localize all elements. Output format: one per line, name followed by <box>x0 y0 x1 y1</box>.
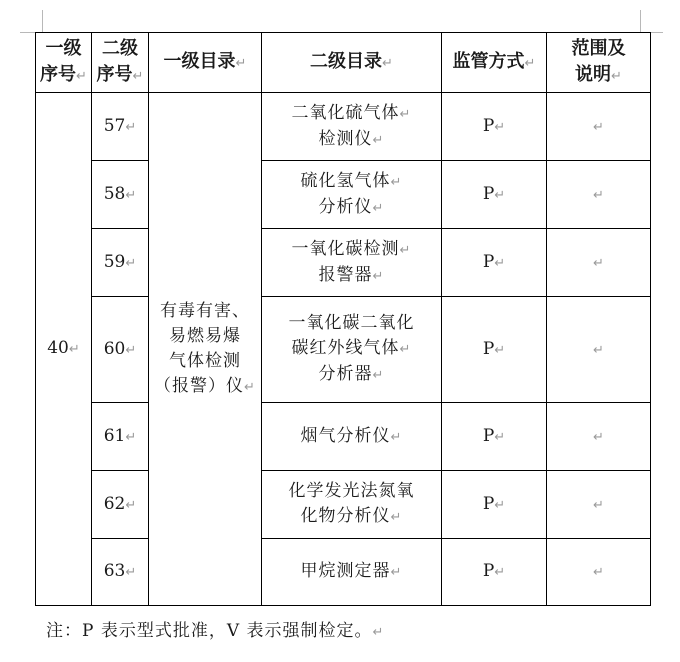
row-scope-cell <box>547 161 651 229</box>
row-mode: P <box>482 561 495 581</box>
row-scope-cell <box>547 93 651 161</box>
header-level1-dir <box>149 33 262 93</box>
paragraph-mark: ↵ <box>125 187 137 203</box>
group-level1-dir-line4: （报警）仪 <box>154 375 245 396</box>
paragraph-mark: ↵ <box>399 106 412 122</box>
paragraph-mark: ↵ <box>68 342 80 357</box>
paragraph-mark: ↵ <box>125 565 137 580</box>
group-level1-dir <box>149 93 262 606</box>
row-mode: P <box>482 183 495 204</box>
group-level1-no <box>36 93 92 606</box>
row-name-cell <box>262 539 442 606</box>
paragraph-mark: ↵ <box>494 187 506 203</box>
crop-mark-top-left-vertical <box>42 10 43 32</box>
paragraph-mark: ↵ <box>372 268 385 284</box>
paragraph-mark: ↵ <box>372 368 385 383</box>
header-level1-no <box>36 33 92 93</box>
paragraph-mark: ↵ <box>372 200 385 216</box>
header-scope <box>547 33 651 93</box>
row-scope-cell <box>547 297 651 403</box>
row-no: 59 <box>103 251 126 272</box>
row-name-line1: 二氧化硫气体 <box>291 102 400 123</box>
header-level1-no-line2: 序号 <box>40 63 77 85</box>
row-mode-cell <box>442 229 547 297</box>
row-mode-cell <box>442 161 547 229</box>
row-mode-cell <box>442 403 547 471</box>
paragraph-mark: ↵ <box>372 625 385 640</box>
row-mode-cell <box>442 471 547 539</box>
paragraph-mark: ↵ <box>494 565 506 580</box>
group-level1-dir-line2: 易燃易爆 <box>169 325 241 346</box>
row-name-line1: 硫化氢气体 <box>300 170 391 191</box>
row-name-cell <box>262 93 442 161</box>
row-no-cell <box>92 539 149 606</box>
row-name-line1: 一氧化碳二氧化 <box>288 313 415 333</box>
header-row <box>36 33 651 93</box>
header-level1-dir-label: 一级目录 <box>163 50 236 72</box>
row-no: 62 <box>103 493 126 514</box>
row-mode: P <box>482 115 495 136</box>
header-level2-no <box>92 33 149 93</box>
row-name-cell <box>262 403 442 471</box>
paragraph-mark: ↵ <box>611 68 622 84</box>
row-mode: P <box>482 338 495 359</box>
row-no-cell <box>92 93 149 161</box>
row-name-line2: 碳红外线气体 <box>291 338 400 358</box>
row-no: 60 <box>103 338 126 359</box>
row-name-cell <box>262 161 442 229</box>
row-mode: P <box>482 251 495 272</box>
header-supervision-label: 监管方式 <box>452 50 525 72</box>
row-name-cell <box>262 297 442 403</box>
header-scope-line1: 范围及 <box>571 37 626 59</box>
header-level1-no-line1: 一级 <box>45 37 82 59</box>
paragraph-mark: ↵ <box>76 68 87 84</box>
row-name-line1: 一氧化碳检测 <box>291 238 400 259</box>
header-level2-no-line2: 序号 <box>96 63 133 85</box>
paragraph-mark: ↵ <box>524 55 536 71</box>
paragraph-mark: ↵ <box>235 55 247 71</box>
table-row <box>36 471 651 539</box>
paragraph-mark: ↵ <box>494 342 506 358</box>
table-row <box>36 403 651 471</box>
row-name-line2: 分析仪 <box>318 196 373 217</box>
group-level1-no-value: 40 <box>47 338 69 358</box>
row-mode: P <box>482 493 495 514</box>
paragraph-mark: ↵ <box>125 429 137 445</box>
paragraph-mark: ↵ <box>593 255 604 271</box>
paragraph-mark: ↵ <box>125 342 137 358</box>
row-name-cell <box>262 229 442 297</box>
catalog-table <box>35 32 651 606</box>
paragraph-mark: ↵ <box>125 497 137 513</box>
table-row <box>36 161 651 229</box>
paragraph-mark: ↵ <box>494 255 506 271</box>
table-footnote <box>46 616 384 641</box>
header-level2-dir-label: 二级目录 <box>310 50 383 72</box>
paragraph-mark: ↵ <box>132 68 144 84</box>
group-level1-dir-line1: 有毒有害、 <box>160 300 250 321</box>
header-scope-line2: 说明 <box>575 63 612 85</box>
paragraph-mark: ↵ <box>399 342 412 357</box>
table-row <box>36 229 651 297</box>
paragraph-mark: ↵ <box>593 187 604 203</box>
row-name-line1: 甲烷测定器 <box>300 561 391 581</box>
paragraph-mark: ↵ <box>494 497 506 513</box>
group-level1-dir-line3: 气体检测 <box>169 350 241 371</box>
paragraph-mark: ↵ <box>593 429 604 445</box>
row-scope-cell <box>547 471 651 539</box>
row-name-cell <box>262 471 442 539</box>
row-name-line2: 报警器 <box>318 264 373 285</box>
paragraph-mark: ↵ <box>390 510 403 525</box>
row-name-line1: 化学发光法氮氧 <box>288 481 415 501</box>
table-row <box>36 297 651 403</box>
row-no-cell <box>92 471 149 539</box>
header-level2-dir <box>262 33 442 93</box>
row-name-line2: 化物分析仪 <box>300 506 391 526</box>
row-mode-cell <box>442 297 547 403</box>
paragraph-mark: ↵ <box>244 379 256 395</box>
table-row <box>36 539 651 606</box>
row-mode-cell <box>442 93 547 161</box>
row-no-cell <box>92 229 149 297</box>
paragraph-mark: ↵ <box>390 429 403 445</box>
paragraph-mark: ↵ <box>382 55 393 71</box>
row-no: 63 <box>103 561 126 581</box>
row-no-cell <box>92 161 149 229</box>
row-scope-cell <box>547 403 651 471</box>
row-name-line3: 分析器 <box>318 364 373 384</box>
row-no-cell <box>92 297 149 403</box>
paragraph-mark: ↵ <box>390 174 403 190</box>
paragraph-mark: ↵ <box>593 119 604 135</box>
row-scope-cell <box>547 229 651 297</box>
paragraph-mark: ↵ <box>399 242 412 258</box>
table-row <box>36 93 651 161</box>
row-scope-cell <box>547 539 651 606</box>
footnote-text: 注：P 表示型式批准，V 表示强制检定。 <box>46 621 373 641</box>
row-no-cell <box>92 403 149 471</box>
paragraph-mark: ↵ <box>593 342 604 358</box>
paragraph-mark: ↵ <box>390 565 403 580</box>
crop-mark-top-right-vertical <box>640 10 641 32</box>
row-name-line2: 检测仪 <box>318 128 373 149</box>
paragraph-mark: ↵ <box>494 119 506 135</box>
row-mode: P <box>482 425 495 446</box>
header-supervision <box>442 33 547 93</box>
row-no: 61 <box>103 425 126 446</box>
row-name-line1: 烟气分析仪 <box>300 425 391 446</box>
paragraph-mark: ↵ <box>125 119 137 135</box>
paragraph-mark: ↵ <box>125 255 137 271</box>
paragraph-mark: ↵ <box>372 132 385 148</box>
paragraph-mark: ↵ <box>593 497 604 513</box>
row-no: 57 <box>103 115 126 136</box>
header-level2-no-line1: 二级 <box>102 37 138 59</box>
row-mode-cell <box>442 539 547 606</box>
paragraph-mark: ↵ <box>593 565 604 580</box>
row-no: 58 <box>103 183 126 204</box>
paragraph-mark: ↵ <box>494 429 506 445</box>
